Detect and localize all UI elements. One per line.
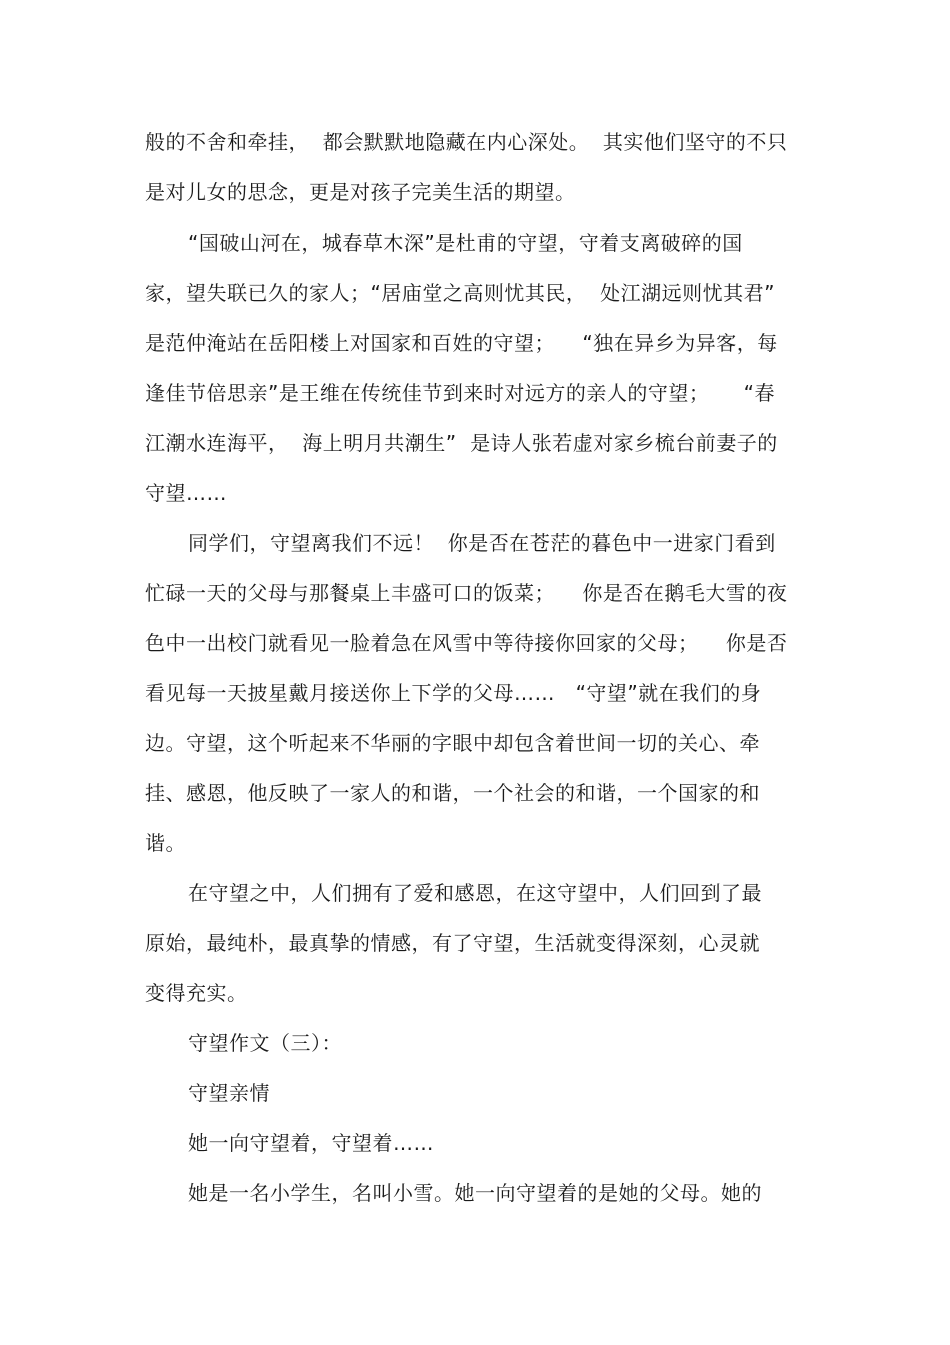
text-line: 在守望之中，人们拥有了爱和感恩，在这守望中，人们回到了最 [188, 881, 762, 905]
text-line: “国破山河在，城春草木深”是杜甫的守望，守着支离破碎的国 [188, 231, 743, 255]
text-line: 逢佳节倍思亲”是王维在传统佳节到来时对远方的亲人的守望； “春 [145, 381, 776, 405]
text-line: 看见每一天披星戴月接送你上下学的父母…… “守望”就在我们的身 [145, 681, 762, 705]
text-line: 色中一出校门就看见一脸着急在风雪中等待接你回家的父母； 你是否 [145, 631, 788, 655]
text-line: 她一向守望着，守望着…… [188, 1131, 434, 1155]
section-heading: 守望作文（三）： [188, 1031, 342, 1055]
essay-title: 守望亲情 [188, 1081, 270, 1105]
text-line: 同学们，守望离我们不远！ 你是否在苍茫的暮色中一进家门看到 [188, 531, 776, 555]
text-line: 原始，最纯朴，最真挚的情感，有了守望，生活就变得深刻，心灵就 [145, 931, 760, 955]
text-line: 她是一名小学生，名叫小雪。她一向守望着的是她的父母。她的 [188, 1181, 762, 1205]
text-line: 是对儿女的思念，更是对孩子完美生活的期望。 [145, 180, 576, 204]
text-line: 江潮水连海平， 海上明月共潮生” 是诗人张若虚对家乡梳台前妻子的 [145, 431, 778, 455]
text-line: 守望…… [145, 481, 227, 505]
text-line: 变得充实。 [145, 981, 248, 1005]
text-line: 是范仲淹站在岳阳楼上对国家和百姓的守望； “独在异乡为异客，每 [145, 331, 778, 355]
text-line: 般的不舍和牵挂， 都会默默地隐藏在内心深处。 其实他们坚守的不只 [145, 130, 788, 154]
text-line: 边。守望，这个听起来不华丽的字眼中却包含着世间一切的关心、牵 [145, 731, 760, 755]
text-line: 家，望失联已久的家人；“居庙堂之高则忧其民， 处江湖远则忧其君” [145, 281, 775, 305]
text-line: 挂、感恩，他反映了一家人的和谐，一个社会的和谐，一个国家的和 [145, 781, 760, 805]
text-line: 谐。 [145, 831, 186, 855]
text-line: 忙碌一天的父母与那餐桌上丰盛可口的饭菜； 你是否在鹅毛大雪的夜 [145, 581, 788, 605]
